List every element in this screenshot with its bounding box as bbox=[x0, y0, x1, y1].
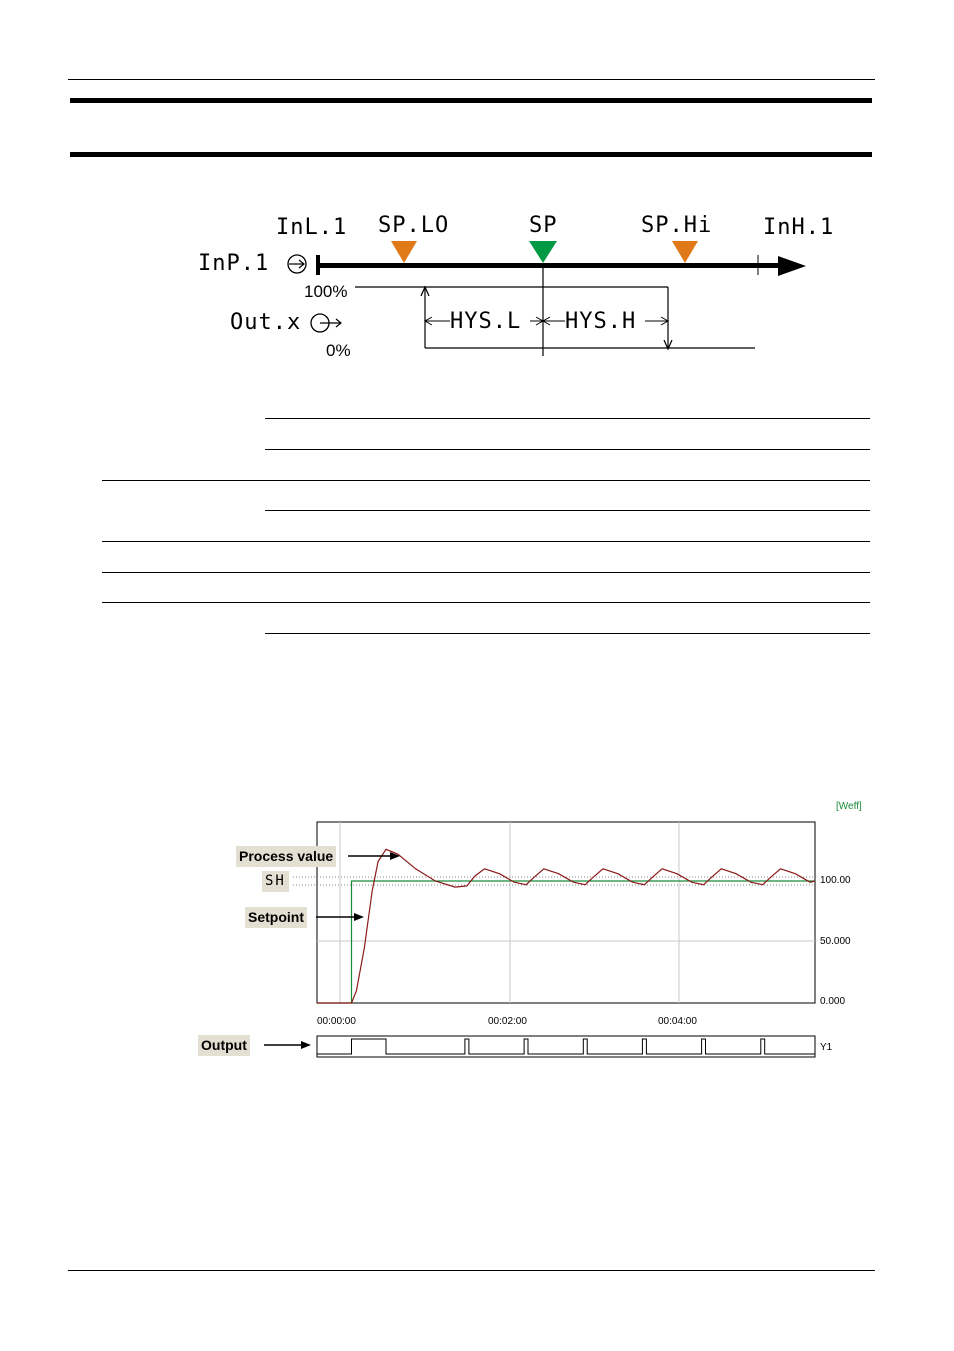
inp-label: InP.1 bbox=[198, 251, 270, 276]
hysh-label: HYS.H bbox=[565, 309, 637, 334]
sh-callout: SH bbox=[262, 871, 289, 892]
output-100-label: 100% bbox=[304, 282, 348, 301]
output-callout: Output bbox=[198, 1035, 250, 1056]
x-tick-label: 00:04:00 bbox=[658, 1016, 697, 1027]
process-value-callout: Process value bbox=[236, 846, 336, 867]
sphi-label: SP.Hi bbox=[641, 213, 713, 238]
out-label: Out.x bbox=[230, 310, 302, 335]
hysl-label: HYS.L bbox=[450, 309, 522, 334]
y-tick-label: 0.000 bbox=[820, 996, 846, 1007]
sp-label: SP bbox=[529, 213, 558, 238]
setpoint-callout: Setpoint bbox=[245, 907, 307, 928]
x-tick-label: 00:00:00 bbox=[317, 1016, 356, 1027]
y-tick-label: 50.000 bbox=[820, 936, 851, 947]
plot-area bbox=[317, 822, 815, 1003]
inh-label: InH.1 bbox=[763, 215, 835, 240]
y-tick-label: 100.00 bbox=[820, 875, 851, 886]
x-tick-label: 00:02:00 bbox=[488, 1016, 527, 1027]
output-channel-label: Y1 bbox=[820, 1042, 833, 1053]
splo-label: SP.LO bbox=[378, 213, 450, 238]
footer-rule bbox=[68, 1270, 875, 1271]
output-0-label: 0% bbox=[326, 341, 351, 360]
inl-label: InL.1 bbox=[276, 215, 348, 240]
unit-label: [Weff] bbox=[836, 801, 862, 812]
